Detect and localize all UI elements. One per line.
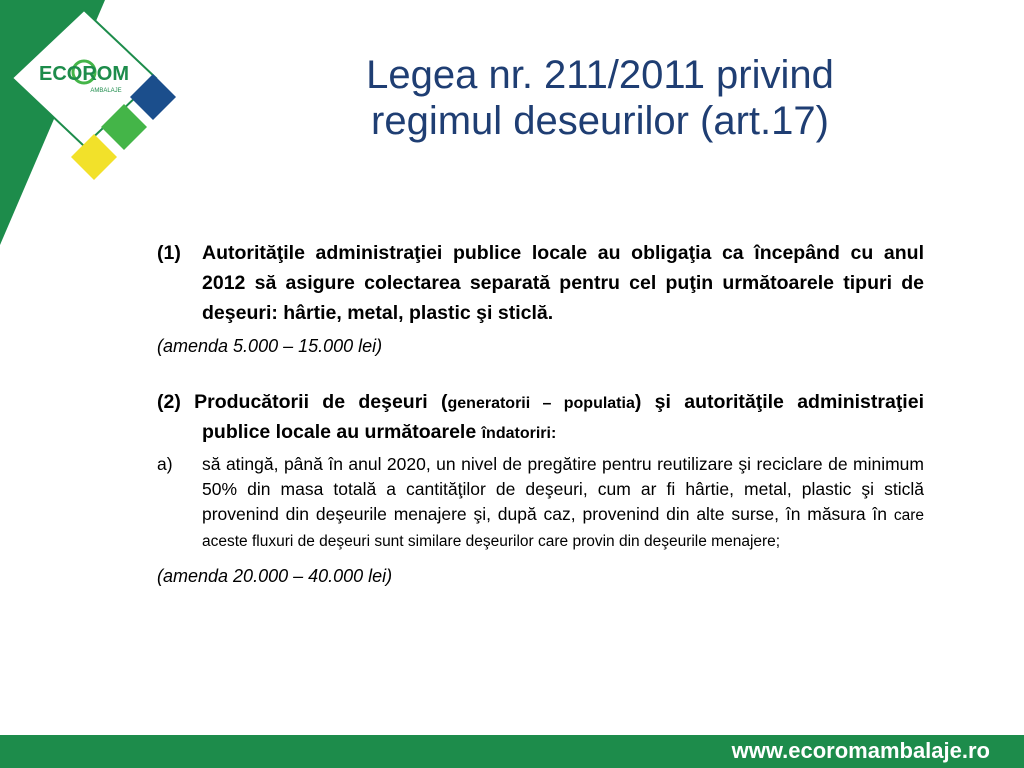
paragraph-2-prefix: (2) Producătorii de deşeuri ( [157,391,448,413]
paragraph-2-middle: ) şi autorităţile administraţiei publice locale au următoarele [202,391,924,443]
list-item-a-label: a) [157,454,173,474]
amendment-2: (amenda 20.000 – 40.000 lei) [157,566,393,586]
footer-bar [0,735,1024,768]
amendment-1: (amenda 5.000 – 15.000 lei) [157,336,383,356]
list-item-a-text [202,452,924,554]
paragraph-2 [157,388,924,448]
website-url: www.ecoromambalaje.ro [731,738,990,763]
logo-text: ECOROM [39,63,129,85]
paragraph-2-parenthetical: generatorii – populatia [447,395,635,412]
title-line-2: regimul deseurilor (art.17) [371,99,829,143]
content-body [157,238,924,588]
paragraph-1-text: Autorităţile administraţiei publice locale au obligaţia ca începând cu anul 2012 să asigure colectarea separată pentru cel puţin următoarele tipuri de deşeuri: hârtie, metal, plastic şi sticlă. [202,242,924,324]
list-item-a-main: să atingă, până în anul 2020, un nivel de pregătire pentru reutilizare şi reciclare de minimum 50% din masa totală a cantităţilor de deşeuri, cum ar fi hârtie, metal, plastic şi sticlă provenind din deşeurile menajere şi, după caz, provenind din alte surse, în măsura în [202,454,924,524]
paragraph-1-number: (1) [157,242,181,264]
corner-decoration [0,0,190,250]
title-line-1: Legea nr. 211/2011 privind [366,53,834,97]
list-item-a [157,452,924,554]
paragraph-2-suffix: îndatoriri: [481,425,557,442]
logo-subtext: AMBALAJE [90,88,122,94]
paragraph-1 [157,238,924,328]
list-item-a-small: care aceste fluxuri de deşeuri sunt similare deşeurilor care provin din deşeurile menajere; [202,507,924,550]
page-title [300,52,900,144]
